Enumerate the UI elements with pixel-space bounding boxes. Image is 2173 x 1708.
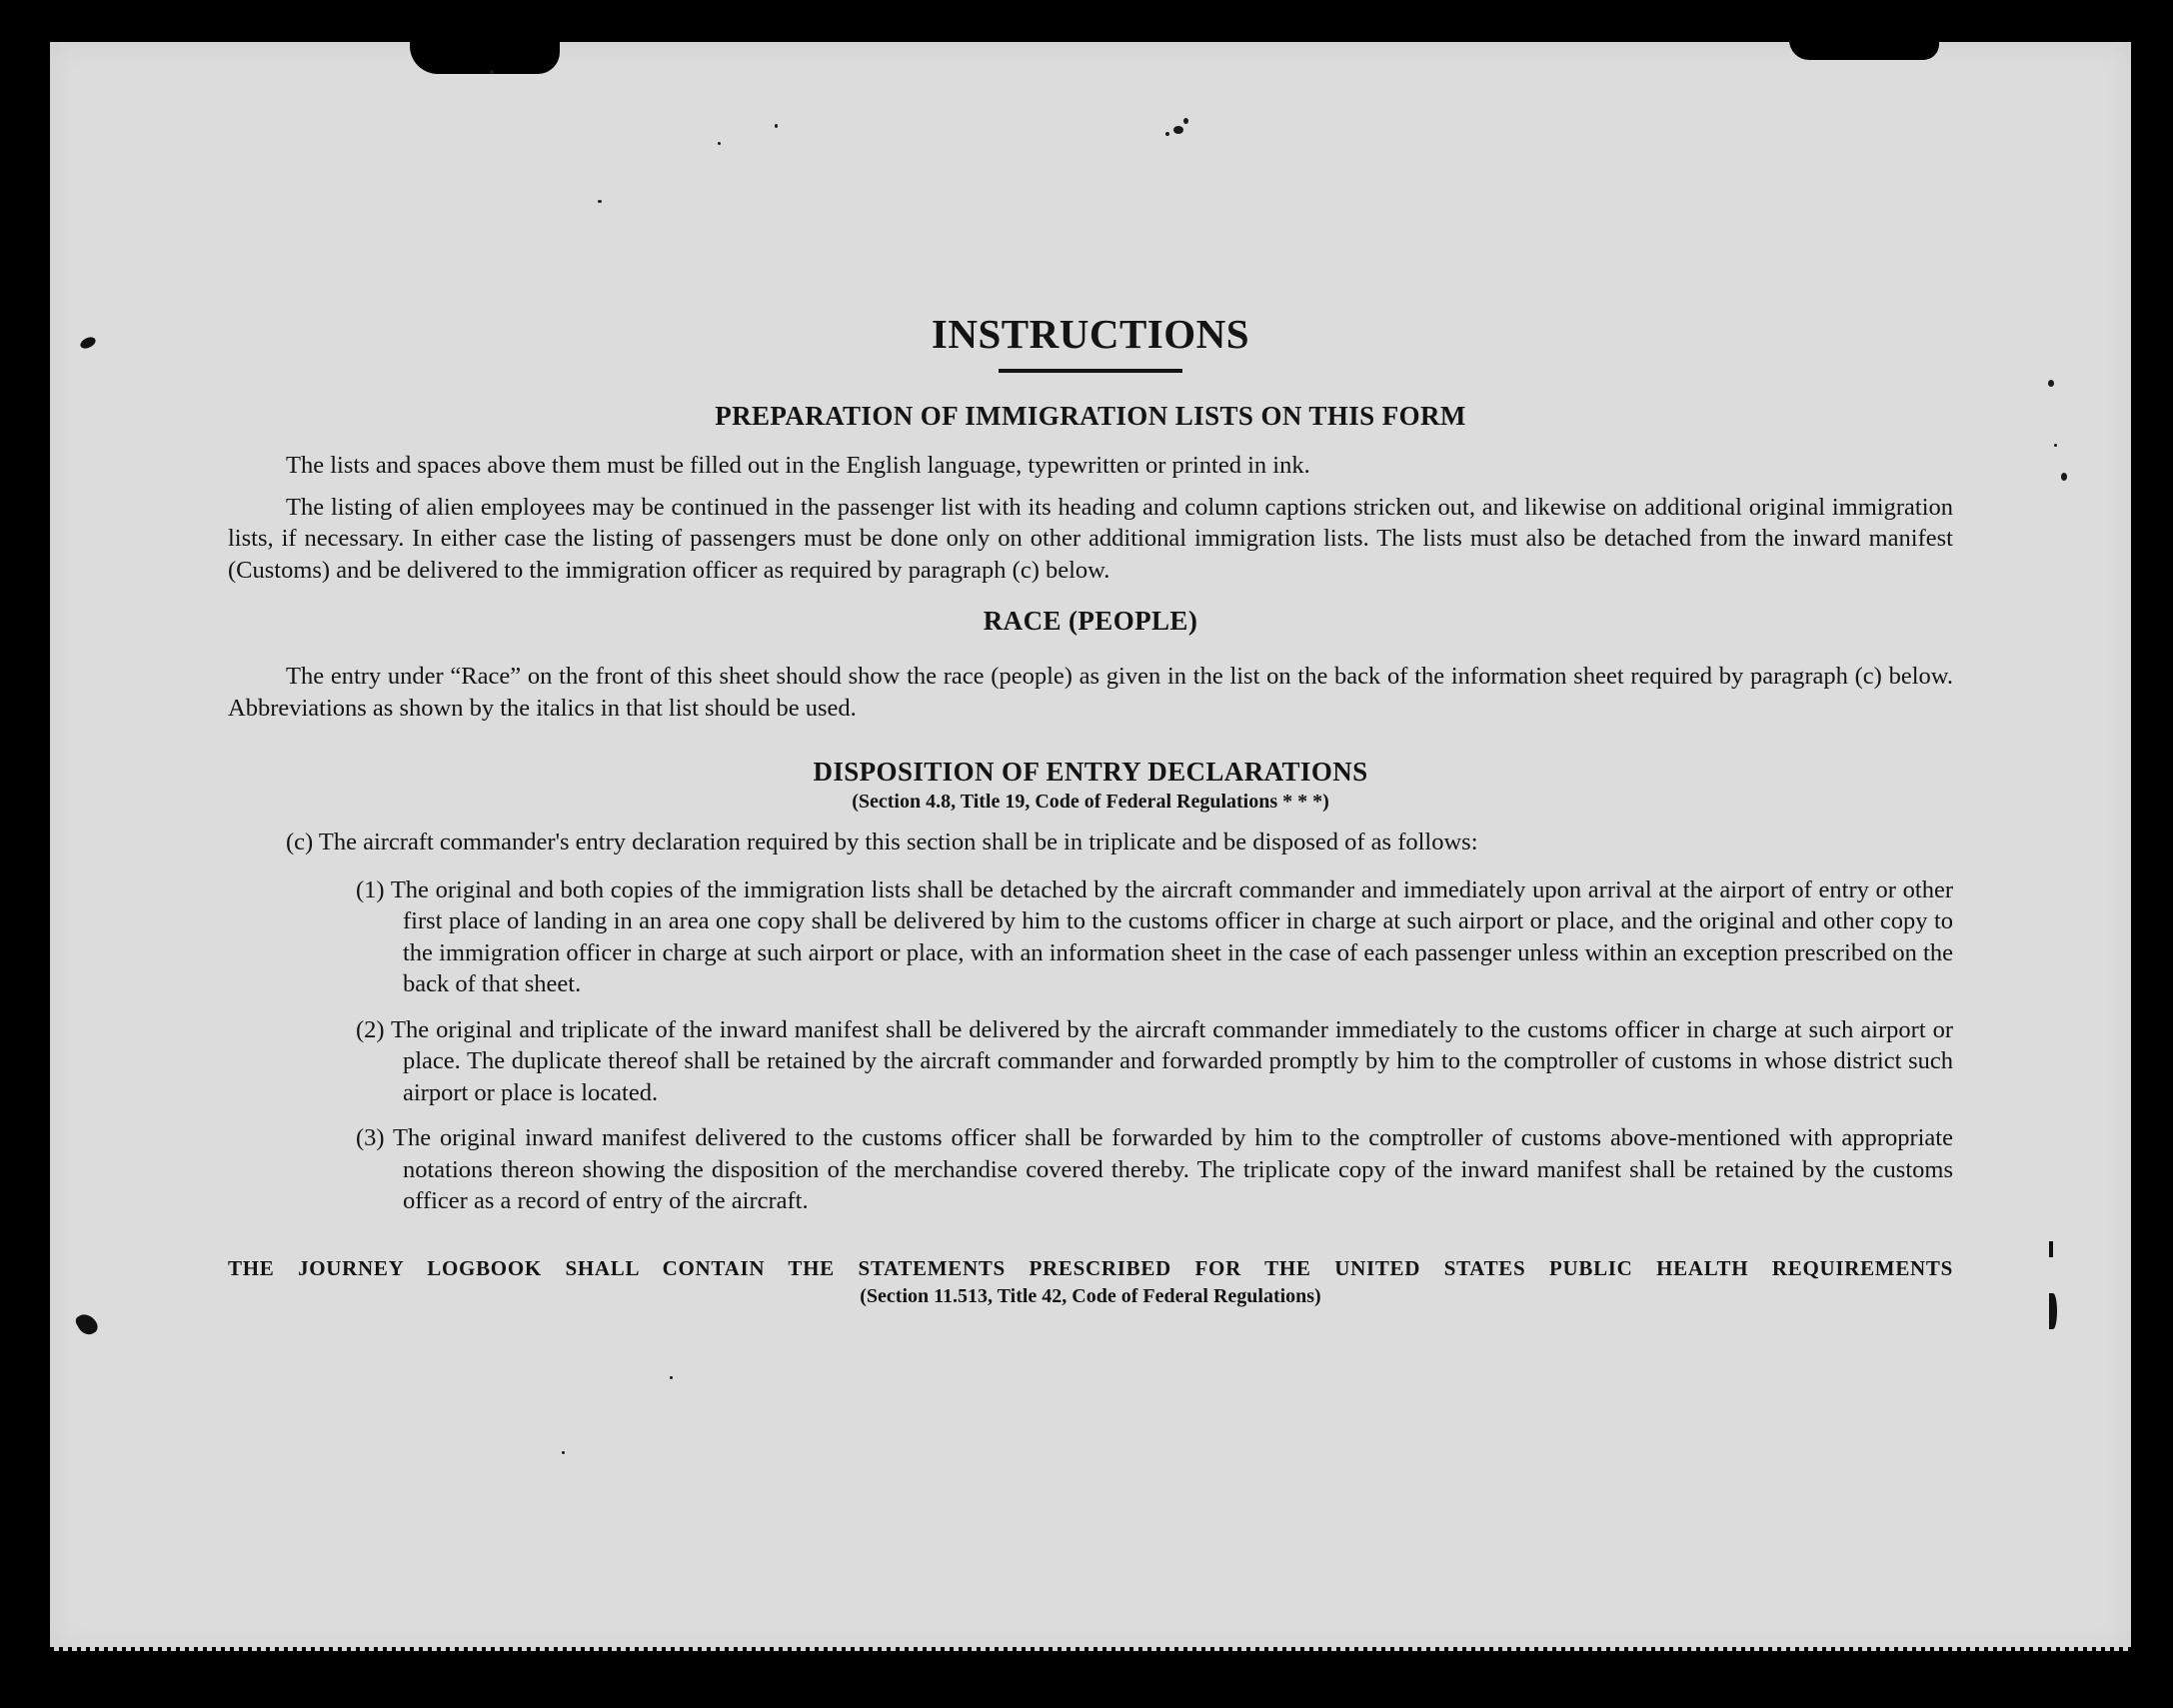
- scan-mark: [490, 70, 494, 74]
- section-heading-race: RACE (PEOPLE): [983, 606, 1198, 636]
- disposition-item-3: (3) The original inward manifest delivered to the customs officer shall be forwarded by him to the comptroller of customs above-mentioned with appropriate notations thereon showing the disposition of the merchandise covered thereby. The triplicate copy of the inward manifest shall be retained by the customs officer as a record of entry of the aircraft.: [356, 1124, 1953, 1214]
- logbook-statement: THE JOURNEY LOGBOOK SHALL CONTAIN THE STATEMENTS PRESCRIBED FOR THE UNITED STATES PUBLIC HEALTH REQUIREMENTS: [228, 1255, 1953, 1280]
- section-heading-preparation: PREPARATION OF IMMIGRATION LISTS ON THIS FORM: [715, 401, 1466, 431]
- section-heading-disposition: DISPOSITION OF ENTRY DECLARATIONS: [813, 757, 1368, 787]
- torn-edge: [50, 1647, 2131, 1657]
- document-page: [50, 42, 2131, 1651]
- scan-mark: [1165, 132, 1169, 136]
- scan-mark: [2049, 1293, 2057, 1329]
- disposition-citation: (Section 4.8, Title 19, Code of Federal Regulations * * *): [852, 791, 1329, 813]
- disposition-intro: (c) The aircraft commander's entry declaration required by this section shall be in triplicate and be disposed of as follows:: [286, 829, 1478, 855]
- scan-mark: [775, 124, 778, 128]
- scan-mark: [598, 200, 602, 203]
- instructions-content: [228, 264, 1953, 1309]
- torn-edge: [1789, 40, 1939, 60]
- preparation-paragraph-2: The listing of alien employees may be continued in the passenger list with its heading and column captions stricken out, and likewise on additional original immigration lists, if necessary. In either case the listing of passengers must be done only on other additional immigration lists. The lists must also be detached from the inward manifest (Customs) and be delivered to the immigration officer as required by paragraph (c) below.: [228, 493, 1953, 584]
- scan-mark: [670, 1376, 673, 1379]
- scan-mark: [2048, 380, 2054, 387]
- title-underline: [999, 369, 1182, 373]
- scan-mark: [2061, 473, 2067, 481]
- scan-mark: [74, 1310, 101, 1338]
- scan-mark: [562, 1451, 565, 1454]
- logbook-citation: (Section 11.513, Title 42, Code of Federal Regulations): [860, 1284, 1321, 1307]
- disposition-item-1: (1) The original and both copies of the immigration lists shall be detached by the aircraft commander and immediately upon arrival at the airport of entry or other first place of landing in an area one copy shall be delivered by him to the customs officer in charge at such airport or place, and the original and other copy to the immigration officer in charge at such airport or place, with an information sheet in the case of each passenger unless within an exception prescribed on the back of that sheet.: [356, 875, 1953, 997]
- page-title: INSTRUCTIONS: [931, 311, 1250, 357]
- scan-mark: [2054, 444, 2057, 447]
- scan-mark: [2049, 1241, 2053, 1257]
- scan-mark: [79, 334, 98, 351]
- torn-edge: [410, 40, 560, 74]
- disposition-item-2: (2) The original and triplicate of the inward manifest shall be delivered by the aircraft commander immediately to the customs officer in charge at such airport or place. The duplicate thereof shall be retained by the aircraft commander and forwarded promptly by him to the comptroller of customs in whose district such airport or place is located.: [356, 1015, 1953, 1106]
- scan-mark: [1183, 118, 1188, 124]
- scan-mark: [1173, 126, 1183, 134]
- preparation-paragraph-1: The lists and spaces above them must be filled out in the English language, typewritten or printed in ink.: [286, 452, 1310, 479]
- race-paragraph: The entry under “Race” on the front of this sheet should show the race (people) as given in the list on the back of the information sheet required by paragraph (c) below. Abbreviations as shown by the italics in that list should be used.: [228, 663, 1953, 722]
- scan-mark: [718, 142, 721, 145]
